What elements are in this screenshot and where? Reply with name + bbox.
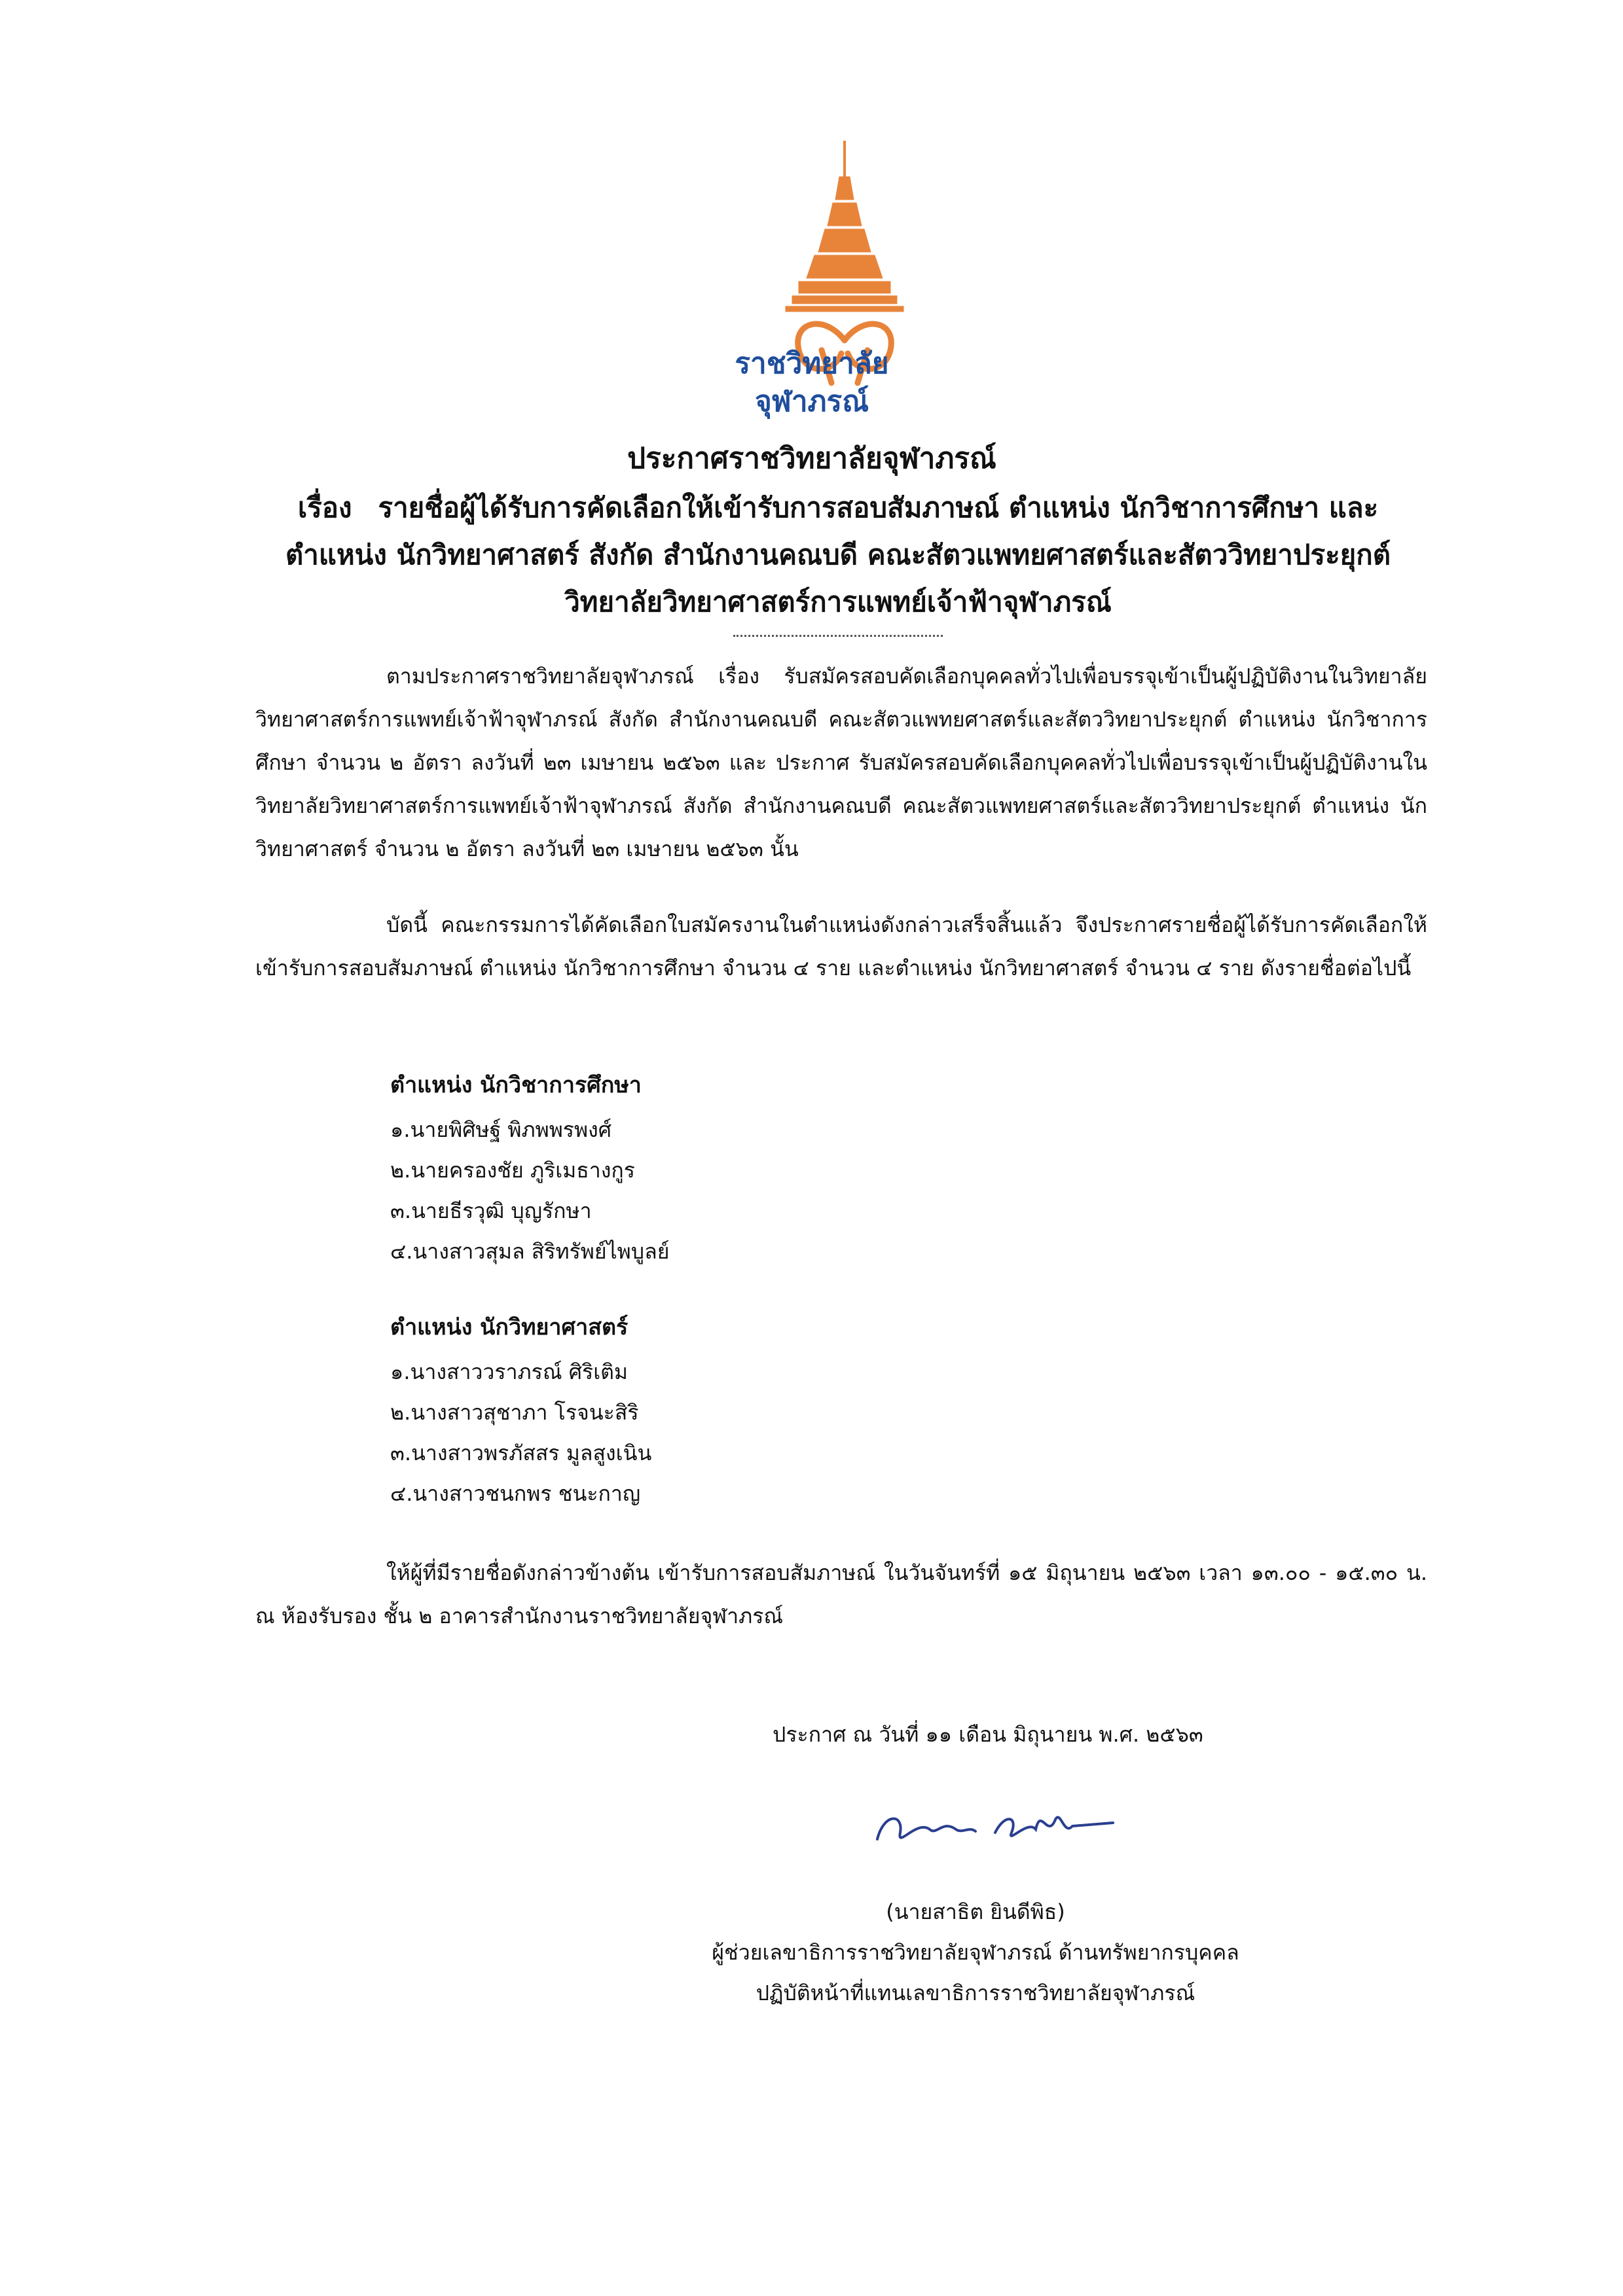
logo-text-line1: ราชวิทยาลัย (735, 347, 889, 380)
signatory-position-1: ผู้ช่วยเลขาธิการราชวิทยาลัยจุฬาภรณ์ ด้านทรัพยากรบุคคล (712, 1940, 1239, 1965)
list-item: ๑.นายพิศิษฐ์ พิภพพรพงศ์ (390, 1117, 611, 1142)
dotted-separator (733, 628, 943, 637)
list-item: ๔.นางสาวชนกพร ชนะกาญ (390, 1481, 641, 1506)
logo-text-line2: จุฬาภรณ์ (754, 385, 869, 418)
signatory-name: (นายสาธิต ยินดีพิธ) (886, 1899, 1065, 1924)
section-heading-scientist: ตำแหน่ง นักวิทยาศาสตร์ (390, 1314, 629, 1340)
candidate-list-1 (390, 1109, 669, 1272)
announcement-title: ประกาศราชวิทยาลัยจุฬาภรณ์ (627, 442, 996, 475)
paragraph-2-text: บัดนี้ คณะกรรมการได้คัดเลือกใบสมัครงานในตำแหน่งดังกล่าวเสร็จสิ้นแล้ว จึงประกาศรายชื่อผู้ได้รับการคัดเลือกให้เข้ารับการสอบสัมภาษณ์ ตำแหน่ง นักวิชาการศึกษา จำนวน ๔ ราย และตำแหน่ง นักวิทยาศาสตร์ จำนวน ๔ ราย ดังรายชื่อต่อไปนี้ (255, 912, 1427, 980)
list-item: ๓.นางสาวพรภัสสร มูลสูงเนิน (390, 1441, 652, 1465)
section-heading-education-officer: ตำแหน่ง นักวิชาการศึกษา (390, 1072, 642, 1098)
list-item: ๒.นางสาวสุชาภา โรจนะสิริ (390, 1400, 639, 1425)
announcement-date: ประกาศ ณ วันที่ ๑๑ เดือน มิถุนายน พ.ศ. ๒๕๖๓ (773, 1722, 1203, 1747)
list-item: ๓.นายธีรวุฒิ บุญรักษา (390, 1198, 592, 1223)
signature-block (648, 1892, 1303, 2013)
signature-icon (864, 1793, 1126, 1859)
paragraph-1-text: ตามประกาศราชวิทยาลัยจุฬาภรณ์ เรื่อง รับสมัครสอบคัดเลือกบุคคลทั่วไปเพื่อบรรจุเข้าเป็นผู้ปฏิบัติงานในวิทยาลัยวิทยาศาสตร์การแพทย์เจ้าฟ้าจุฬาภรณ์ สังกัด สำนักงานคณบดี คณะสัตวแพทยศาสตร์และสัตววิทยาประยุกต์ ตำแหน่ง นักวิชาการศึกษา จำนวน ๒ อัตรา ลงวันที่ ๒๓ เมษายน ๒๕๖๓ และ ประกาศ รับสมัครสอบคัดเลือกบุคคลทั่วไปเพื่อบรรจุเข้าเป็นผู้ปฏิบัติงานในวิทยาลัยวิทยาศาสตร์การแพทย์เจ้าฟ้าจุฬาภรณ์ สังกัด สำนักงานคณบดี คณะสัตวแพทยศาสตร์และสัตววิทยาประยุกต์ ตำแหน่ง นักวิทยาศาสตร์ จำนวน ๒ อัตรา ลงวันที่ ๒๓ เมษายน ๒๕๖๓ นั้น (255, 664, 1427, 861)
list-item: ๔.นางสาวสุมล สิริทรัพย์ไพบูลย์ (390, 1239, 670, 1264)
announcement-subject (255, 484, 1421, 626)
paragraph-3-text: ให้ผู้ที่มีรายชื่อดังกล่าวข้างต้น เข้ารับการสอบสัมภาษณ์ ในวันจันทร์ที่ ๑๕ มิถุนายน ๒๕๖๓ เวลา ๑๓.๐๐ - ๑๕.๓๐ น. ณ ห้องรับรอง ชั้น ๒ อาคารสำนักงานราชวิทยาลัยจุฬาภรณ์ (255, 1560, 1427, 1628)
paragraph-2 (255, 903, 1427, 990)
candidate-list-2 (390, 1352, 651, 1514)
subject-text: รายชื่อผู้ได้รับการคัดเลือกให้เข้ารับการสอบสัมภาษณ์ ตำแหน่ง นักวิชาการศึกษา และตำแหน่ง นักวิทยาศาสตร์ สังกัด สำนักงานคณบดี คณะสัตวแพทยศาสตร์และสัตววิทยาประยุกต์ วิทยาลัยวิทยาศาสตร์การแพทย์เจ้าฟ้าจุฬาภรณ์ (285, 492, 1391, 618)
paragraph-1 (255, 655, 1427, 870)
list-item: ๒.นายครองชัย ภูริเมธางกูร (390, 1158, 635, 1183)
subject-label: เรื่อง (297, 492, 352, 524)
signatory-position-2: ปฏิบัติหน้าที่แทนเลขาธิการราชวิทยาลัยจุฬาภรณ์ (756, 1981, 1195, 2005)
paragraph-3 (255, 1551, 1427, 1638)
list-item: ๑.นางสาววราภรณ์ ศิริเติม (390, 1359, 628, 1384)
